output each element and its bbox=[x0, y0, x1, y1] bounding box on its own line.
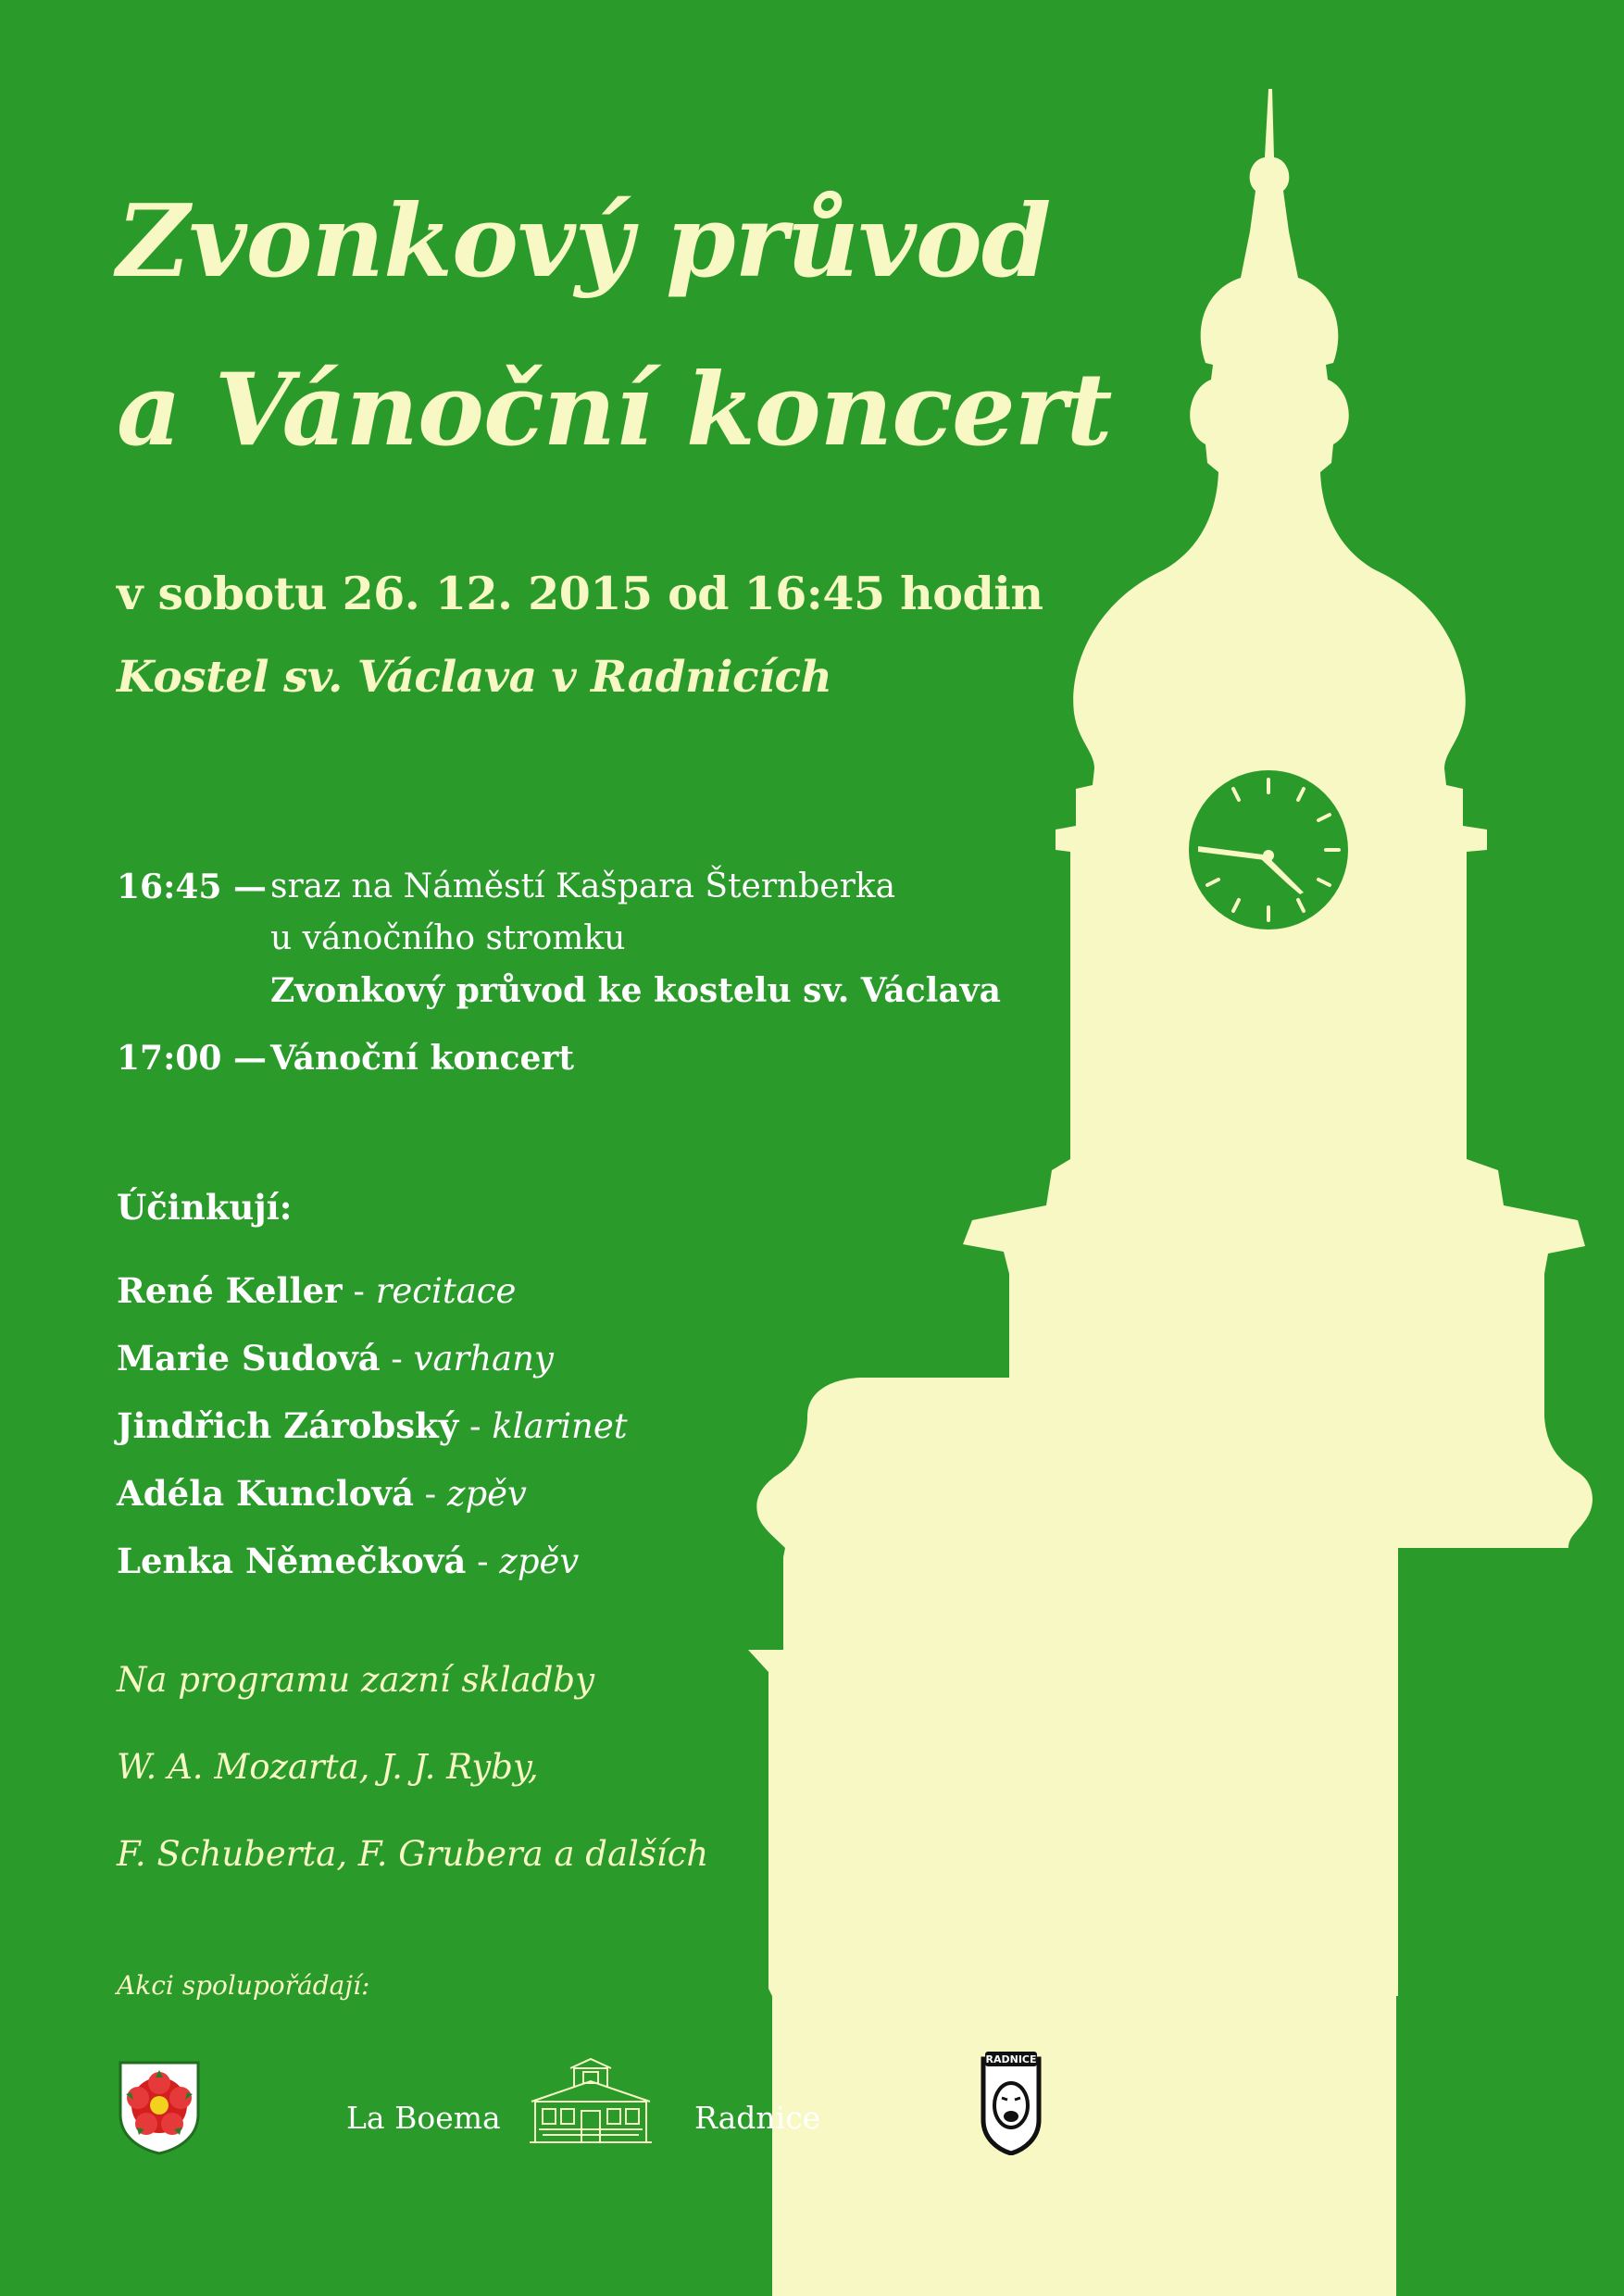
performer-item bbox=[117, 1392, 628, 1460]
seal-letter: XC bbox=[1280, 2090, 1294, 2101]
performer-item bbox=[117, 1460, 628, 1528]
parish-seal-logo bbox=[1215, 2052, 1328, 2165]
program-item bbox=[117, 1032, 1001, 1084]
program-text: u vánočního stromku bbox=[270, 919, 626, 957]
performer-name: Lenka Němečková bbox=[117, 1541, 467, 1581]
la-boema-label: La Boema bbox=[346, 2100, 501, 2136]
composers-line: Na programu zazní skladby bbox=[117, 1660, 594, 1700]
clock-icon bbox=[1189, 770, 1348, 930]
performer-name: Jindřich Zárobský bbox=[117, 1405, 459, 1446]
seal-letter: KA bbox=[1280, 2120, 1294, 2130]
performer-item bbox=[117, 1528, 628, 1595]
composers-note bbox=[117, 1637, 708, 1898]
poster-title bbox=[117, 157, 1112, 494]
event-date: v sobotu 26. 12. 2015 od 16:45 hodin bbox=[117, 567, 1043, 620]
performer-name: René Keller bbox=[117, 1270, 343, 1311]
program-time: 17:00 — bbox=[117, 1039, 268, 1078]
performer-name: Adéla Kunclová bbox=[117, 1473, 414, 1514]
performer-separator: - bbox=[466, 1541, 500, 1581]
program-schedule bbox=[117, 861, 1001, 1084]
performers-section bbox=[117, 1187, 628, 1595]
seal-letter: NI bbox=[1249, 2120, 1262, 2130]
program-item bbox=[117, 861, 1001, 913]
badge-top-text: RADNICE bbox=[985, 2053, 1037, 2065]
performer-separator: - bbox=[342, 1271, 376, 1311]
title-line-1: Zvonkový průvod bbox=[117, 183, 1051, 300]
performer-name: Marie Sudová bbox=[117, 1338, 381, 1379]
composers-line: W. A. Mozarta, J. J. Ryby, bbox=[117, 1747, 539, 1787]
seal-ring-text: ŘÍMSKOKATOLICKÁ FARNOST RADNICE bbox=[1221, 2058, 1321, 2155]
performer-role: zpěv bbox=[446, 1474, 527, 1514]
building-logo bbox=[526, 2057, 656, 2146]
program-highlight: Zvonkový průvod ke kostelu sv. Václava bbox=[270, 971, 1001, 1010]
radnice-label: Radnice bbox=[694, 2100, 821, 2136]
performer-separator: - bbox=[458, 1406, 493, 1446]
organizers-label: Akci spolupořádají: bbox=[117, 1970, 370, 2001]
performer-item bbox=[117, 1257, 628, 1325]
performers-heading: Účinkují: bbox=[117, 1187, 293, 1228]
seal-letter: IC bbox=[1250, 2090, 1261, 2101]
program-text: sraz na Náměstí Kašpara Šternberka bbox=[270, 867, 896, 905]
theater-mask-badge-logo bbox=[974, 2048, 1048, 2155]
composers-line: F. Schuberta, F. Grubera a dalších bbox=[117, 1834, 709, 1874]
performer-role: klarinet bbox=[492, 1406, 628, 1446]
coat-of-arms-rose-logo bbox=[117, 2059, 202, 2155]
performer-separator: - bbox=[380, 1339, 414, 1379]
performer-item bbox=[117, 1325, 628, 1392]
performer-role: varhany bbox=[413, 1339, 554, 1379]
program-highlight: Vánoční koncert bbox=[270, 1039, 574, 1078]
event-venue: Kostel sv. Václava v Radnicích bbox=[117, 652, 832, 703]
performer-role: zpěv bbox=[499, 1541, 580, 1581]
performer-separator: - bbox=[413, 1474, 447, 1514]
performer-role: recitace bbox=[375, 1271, 517, 1311]
program-time: 16:45 — bbox=[117, 867, 268, 906]
title-line-2: a Vánoční koncert bbox=[117, 352, 1112, 468]
